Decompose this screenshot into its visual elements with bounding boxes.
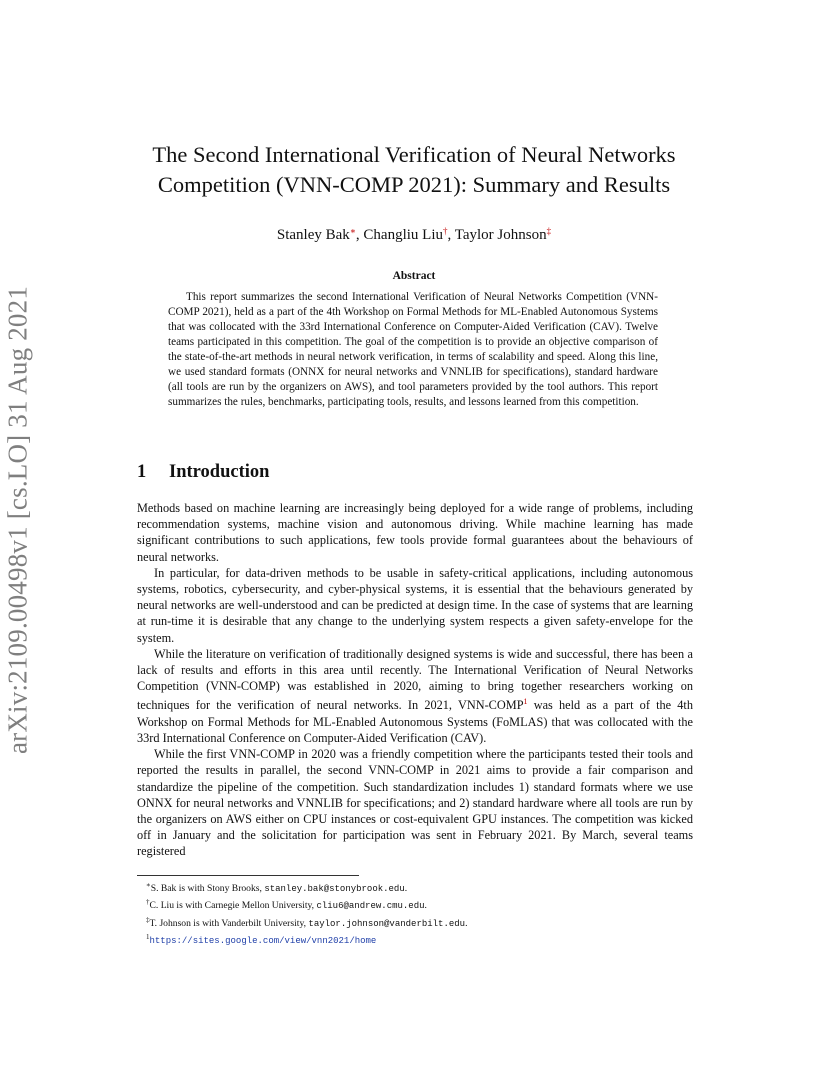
footnote [146,931,706,948]
author-footnote-mark[interactable]: ‡ [546,226,552,236]
footnote-url-link[interactable]: https://sites.google.com/view/vnn2021/home [149,936,377,947]
paragraph: Methods based on machine learning are increasingly being deployed for a wide range of problems, including recommendation systems, machine vision and autonomous driving. While machine learning has made significant contributions to such applications, few tools provide formal guarantees about the behaviours of neural networks. [137,501,693,564]
section-heading [137,462,269,483]
footnote-text: T. Johnson is with Vanderbilt University, [149,917,309,929]
abstract-heading: Abstract [392,270,436,282]
footnote-marker: 1 [146,933,150,942]
author-list: Stanley Bak∗, Changliu Liu†, Taylor Johnson‡ [276,226,552,243]
paper-title-line-1: The Second International Verification of Neural Networks [152,142,676,167]
arxiv-identifier-text: arXiv:2109.00498v1 [cs.LO] 31 Aug 2021 [2,285,33,755]
author-name: Changliu Liu [363,227,443,243]
paragraph-text: While the literature on verification of traditionally designed systems is wide and successful, there has been a lack of results and efforts in this area until recently. The International Verification of Neural Networks Competition (VNN-COMP) was established in 2020, aiming to bring together researchers working on techniques for the verification of neural networks. In 2021, VNN-COMP [137,646,693,713]
paper-title [100,140,728,200]
footnote-marker: ‡ [146,915,150,924]
author-footnote-mark[interactable]: † [443,226,448,236]
footnote-email[interactable]: cliu6@andrew.cmu.edu [316,901,425,912]
footnote-marker: † [146,898,150,907]
footnote-divider [137,875,359,876]
footnote-mark[interactable]: 1 [523,697,528,707]
author-footnote-mark[interactable]: ∗ [349,226,356,236]
footnote-text: S. Bak is with Stony Brooks, [150,883,265,895]
paragraph [137,646,693,746]
author-name: Stanley Bak [276,227,350,243]
footnote: †C. Liu is with Carnegie Mellon University, cliu6@andrew.cmu.edu. [146,898,427,912]
paragraph: While the first VNN-COMP in 2020 was a friendly competition where the participants tested their tools and reported the results in parallel, the second VNN-COMP in 2021 aims to provide a fair comparison and standardize the pipeline of the competition. Such standardization includes 1) standard formats where we use ONNX for neural networks and VNNLIB for specifications; and 2) standard hardware where all tools are run by the organizers on AWS either on CPU instances or cost-equivalent GPU instances. The competition was kicked off in January and the solicitation for participation was sent in February 2021. By March, several teams registered [137,747,693,859]
author-name: Taylor Johnson [454,227,547,243]
footnote-marker: ∗ [146,881,151,889]
abstract-body: This report summarizes the second International Verification of Neural Networks Competition (VNN-COMP 2021), held as a part of the 4th Workshop on Formal Methods for ML-Enabled Autonomous Systems that was collocated with the 33rd International Conference on Computer-Aided Verification (CAV). Twelve teams participated in this competition. The goal of the competition is to provide an objective comparison of the state-of-the-art methods in neural network verification, in terms of scalability and speed. Along this line, we used standard formats (ONNX for neural networks and VNNLIB for specifications), standard hardware (all tools are run by the organizers on AWS), and tool parameters provided by the tool authors. This report summarizes the rules, benchmarks, participating tools, results, and lessons learned from this competition. [168,291,658,408]
introduction-body [137,500,693,860]
paper-title-line-2: Competition (VNN-COMP 2021): Summary and Results [157,172,671,197]
paragraph: In particular, for data-driven methods to be usable in safety-critical applications, including autonomous systems, robotics, cybersecurity, and cyber-physical systems, it is essential that the behaviours generated by neural networks are well-understood and can be predicted at design time. In the case of systems that are learning at run-time it is desirable that any change to the underlying system respects a given safety-envelope for the system. [137,565,693,645]
footnote: ∗S. Bak is with Stony Brooks, stanley.bak@stonybrook.edu. [146,881,408,895]
footnote: ‡T. Johnson is with Vanderbilt University, taylor.johnson@vanderbilt.edu. [146,915,468,929]
footnote-email[interactable]: stanley.bak@stonybrook.edu [264,884,405,895]
footnotes [146,879,706,949]
footnote-text: C. Liu is with Carnegie Mellon University, [149,900,317,912]
section-title: Introduction [169,462,270,482]
section-number: 1 [137,462,147,482]
footnote-email[interactable]: taylor.johnson@vanderbilt.edu [308,918,466,929]
paragraph-text: was held as a part of the 4th Workshop on Formal Methods for ML-Enabled Autonomous Systems (FoMLAS) that was collocated with the 33rd International Conference on Computer-Aided Verification (CAV). [137,698,693,745]
